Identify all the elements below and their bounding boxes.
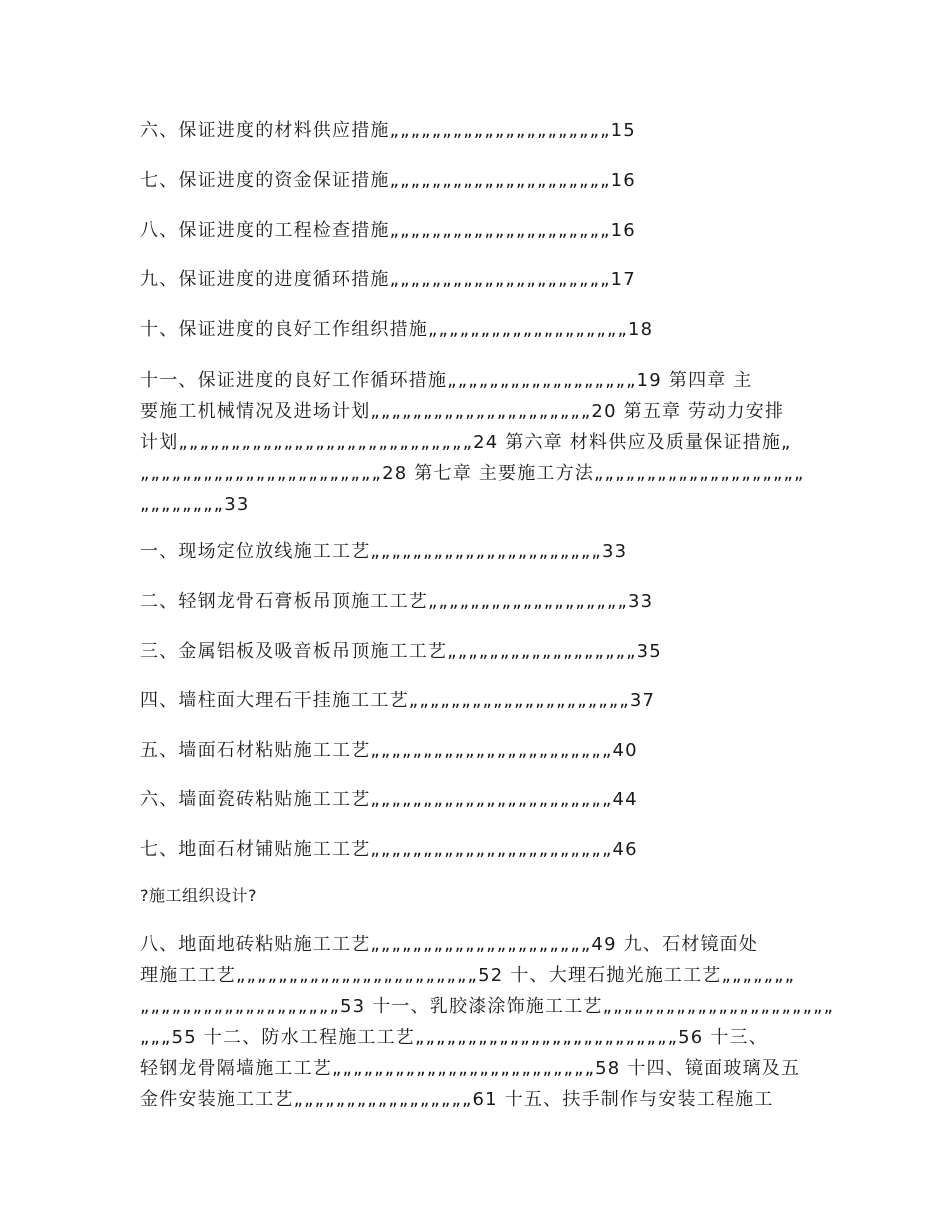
- toc-paragraph-line[interactable]: „„„55 十二、防水工程施工工艺„„„„„„„„„„„„„„„„„„„„„„„„„56 十三、: [140, 1027, 768, 1048]
- toc-paragraph-line[interactable]: 理施工工艺„„„„„„„„„„„„„„„„„„„„„„„52 十、大理石抛光施工工艺„„„„„„„: [140, 965, 796, 986]
- toc-entry[interactable]: 四、墙柱面大理石干挂施工工艺„„„„„„„„„„„„„„„„„„„„„37: [140, 690, 656, 711]
- toc-paragraph-line[interactable]: „„„„„„„„33: [140, 494, 250, 515]
- toc-paragraph: [140, 365, 812, 520]
- toc-entry[interactable]: 七、地面石材铺贴施工工艺„„„„„„„„„„„„„„„„„„„„„„„46: [140, 839, 638, 860]
- toc-paragraph-line[interactable]: 轻钢龙骨隔墙施工工艺„„„„„„„„„„„„„„„„„„„„„„„„„58 十四、镜面玻璃及五: [140, 1058, 801, 1079]
- toc-entry[interactable]: 六、墙面瓷砖粘贴施工工艺„„„„„„„„„„„„„„„„„„„„„„„44: [140, 789, 638, 810]
- toc-entry[interactable]: 七、保证进度的资金保证措施„„„„„„„„„„„„„„„„„„„„„16: [140, 170, 636, 191]
- toc-entry[interactable]: 九、保证进度的进度循环措施„„„„„„„„„„„„„„„„„„„„„17: [140, 269, 636, 290]
- toc-paragraph: [140, 929, 835, 1115]
- toc-paragraph-line[interactable]: „„„„„„„„„„„„„„„„„„„„„„„28 第七章 主要施工方法„„„„„„„„„„„„„„„„„„„„: [140, 463, 805, 484]
- toc-paragraph-line[interactable]: 八、地面地砖粘贴施工工艺„„„„„„„„„„„„„„„„„„„„„49 九、石材镜面处: [140, 934, 759, 955]
- toc-entry[interactable]: 五、墙面石材粘贴施工工艺„„„„„„„„„„„„„„„„„„„„„„„40: [140, 740, 638, 761]
- toc-entry[interactable]: 六、保证进度的材料供应措施„„„„„„„„„„„„„„„„„„„„„15: [140, 120, 636, 141]
- toc-paragraph-line[interactable]: 十一、保证进度的良好工作循环措施„„„„„„„„„„„„„„„„„„19 第四章 主: [140, 370, 753, 391]
- toc-entry[interactable]: 二、轻钢龙骨石膏板吊顶施工工艺„„„„„„„„„„„„„„„„„„„33: [140, 591, 654, 612]
- toc-paragraph-line[interactable]: 要施工机械情况及进场计划„„„„„„„„„„„„„„„„„„„„„20 第五章 劳动力安排: [140, 401, 785, 422]
- toc-paragraph-line[interactable]: „„„„„„„„„„„„„„„„„„„53 十一、乳胶漆涂饰施工工艺„„„„„„„„„„„„„„„„„„„„„„: [140, 996, 835, 1017]
- toc-entry[interactable]: 十、保证进度的良好工作组织措施„„„„„„„„„„„„„„„„„„„18: [140, 319, 654, 340]
- toc-paragraph-line[interactable]: 金件安装施工工艺„„„„„„„„„„„„„„„„„61 十五、扶手制作与安装工程施工: [140, 1089, 774, 1110]
- toc-entry[interactable]: 八、保证进度的工程检查措施„„„„„„„„„„„„„„„„„„„„„16: [140, 220, 636, 241]
- page-header-note: ?施工组织设计?: [140, 886, 257, 905]
- toc-entry[interactable]: 一、现场定位放线施工工艺„„„„„„„„„„„„„„„„„„„„„„33: [140, 541, 628, 562]
- toc-paragraph-line[interactable]: 计划„„„„„„„„„„„„„„„„„„„„„„„„„„„„24 第六章 材料供应及质量保证措施„: [140, 432, 792, 453]
- toc-entry[interactable]: 三、金属铝板及吸音板吊顶施工工艺„„„„„„„„„„„„„„„„„„35: [140, 641, 662, 662]
